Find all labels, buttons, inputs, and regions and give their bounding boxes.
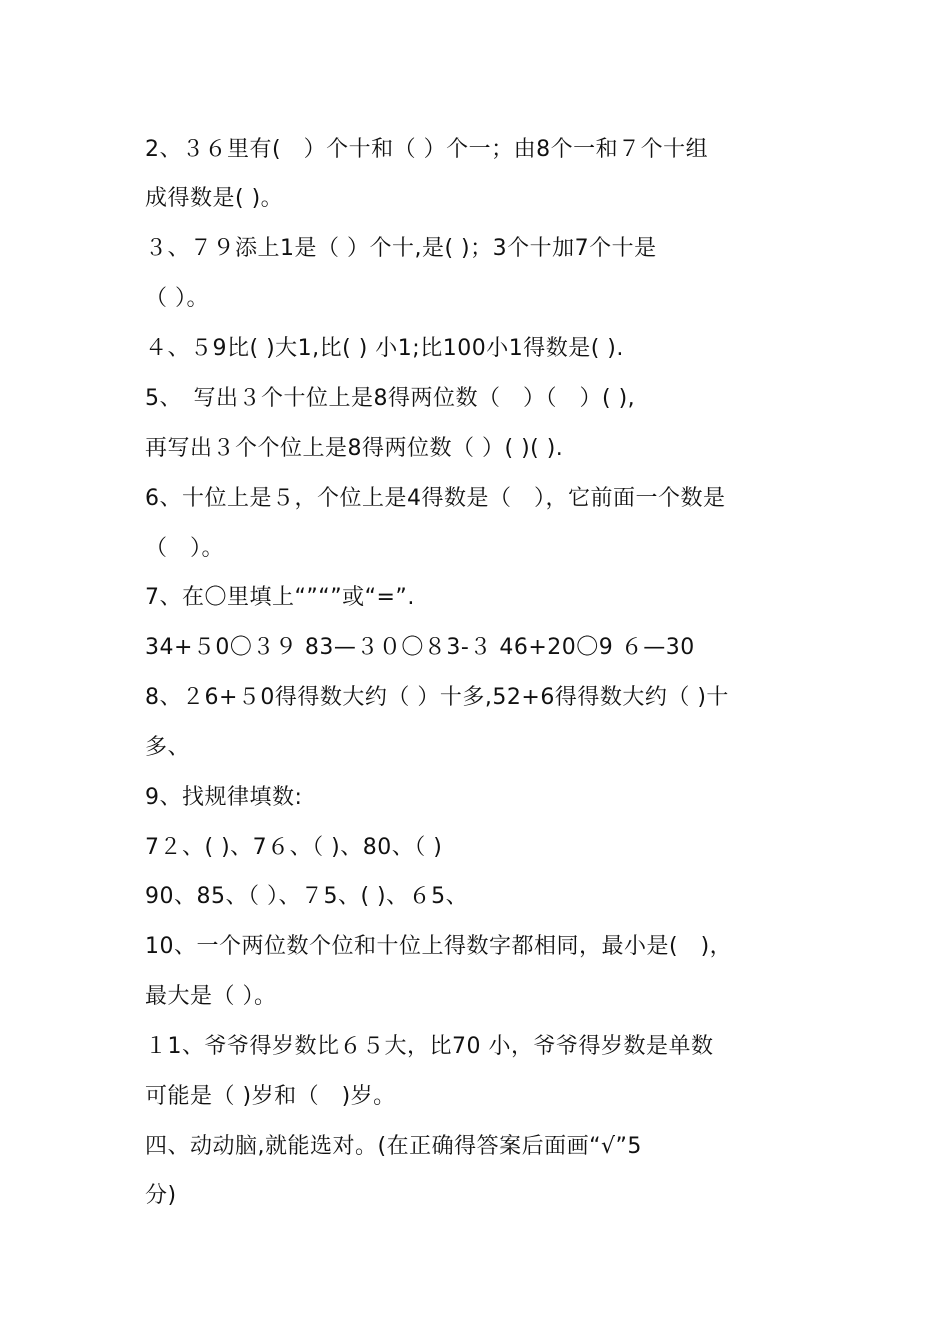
question-5-line-2: 再写出３个个位上是8得两位数（ ）( )( ). [145, 436, 564, 461]
question-8-line-2: 多、 [145, 735, 191, 760]
question-7-line-2: 34+５0〇３９ 83—３０〇８3-３ 46+20〇9 ６—30 [145, 635, 695, 660]
question-10-line-1: 10、一个两位数个位和十位上得数字都相同，最小是( )， [145, 934, 733, 959]
section-4-title-line-2: 分) [145, 1183, 177, 1208]
question-5-line-1: 5、 写出３个十位上是8得两位数（ ）（ ）( ), [145, 386, 636, 411]
question-11-line-1: １1、爷爷得岁数比６５大，比70 小，爷爷得岁数是单数 [145, 1034, 714, 1059]
question-6-line-2: （ ）。 [145, 536, 225, 561]
question-9-title: 9、找规律填数: [145, 785, 303, 810]
section-4-title-line-1: 四、动动脑,就能选对。(在正确得答案后面画“√”5 [145, 1134, 642, 1159]
question-11-line-2: 可能是（ )岁和（ )岁。 [145, 1084, 396, 1109]
question-10-line-2: 最大是（ ）。 [145, 984, 277, 1009]
question-6-line-1: 6、十位上是５，个位上是4得数是（ ），它前面一个数是 [145, 486, 726, 511]
question-2-line-1: 2、３６里有( ）个十和（ ）个一；由8个一和７个十组 [145, 137, 709, 162]
question-9-sequence-1: 7２、( )、7６、（ )、80、（ ) [145, 835, 443, 860]
question-3-line-1: ３、７９添上1是（ ）个十,是( )；3个十加7个十是 [145, 236, 657, 261]
question-7-line-1: 7、在〇里填上“”“”或“=”. [145, 585, 415, 610]
question-2-line-2: 成得数是( )。 [145, 186, 284, 211]
question-3-line-2: （ ）。 [145, 286, 209, 311]
question-4-line: ４、５9比( )大1,比( ) 小1;比100小1得数是( ). [145, 336, 624, 361]
question-8-line-1: 8、２6+５0得得数大约（ ）十多,52+6得得数大约（ )十 [145, 685, 729, 710]
question-9-sequence-2: 90、85、（ ）、７5、( )、６5、 [145, 884, 469, 909]
